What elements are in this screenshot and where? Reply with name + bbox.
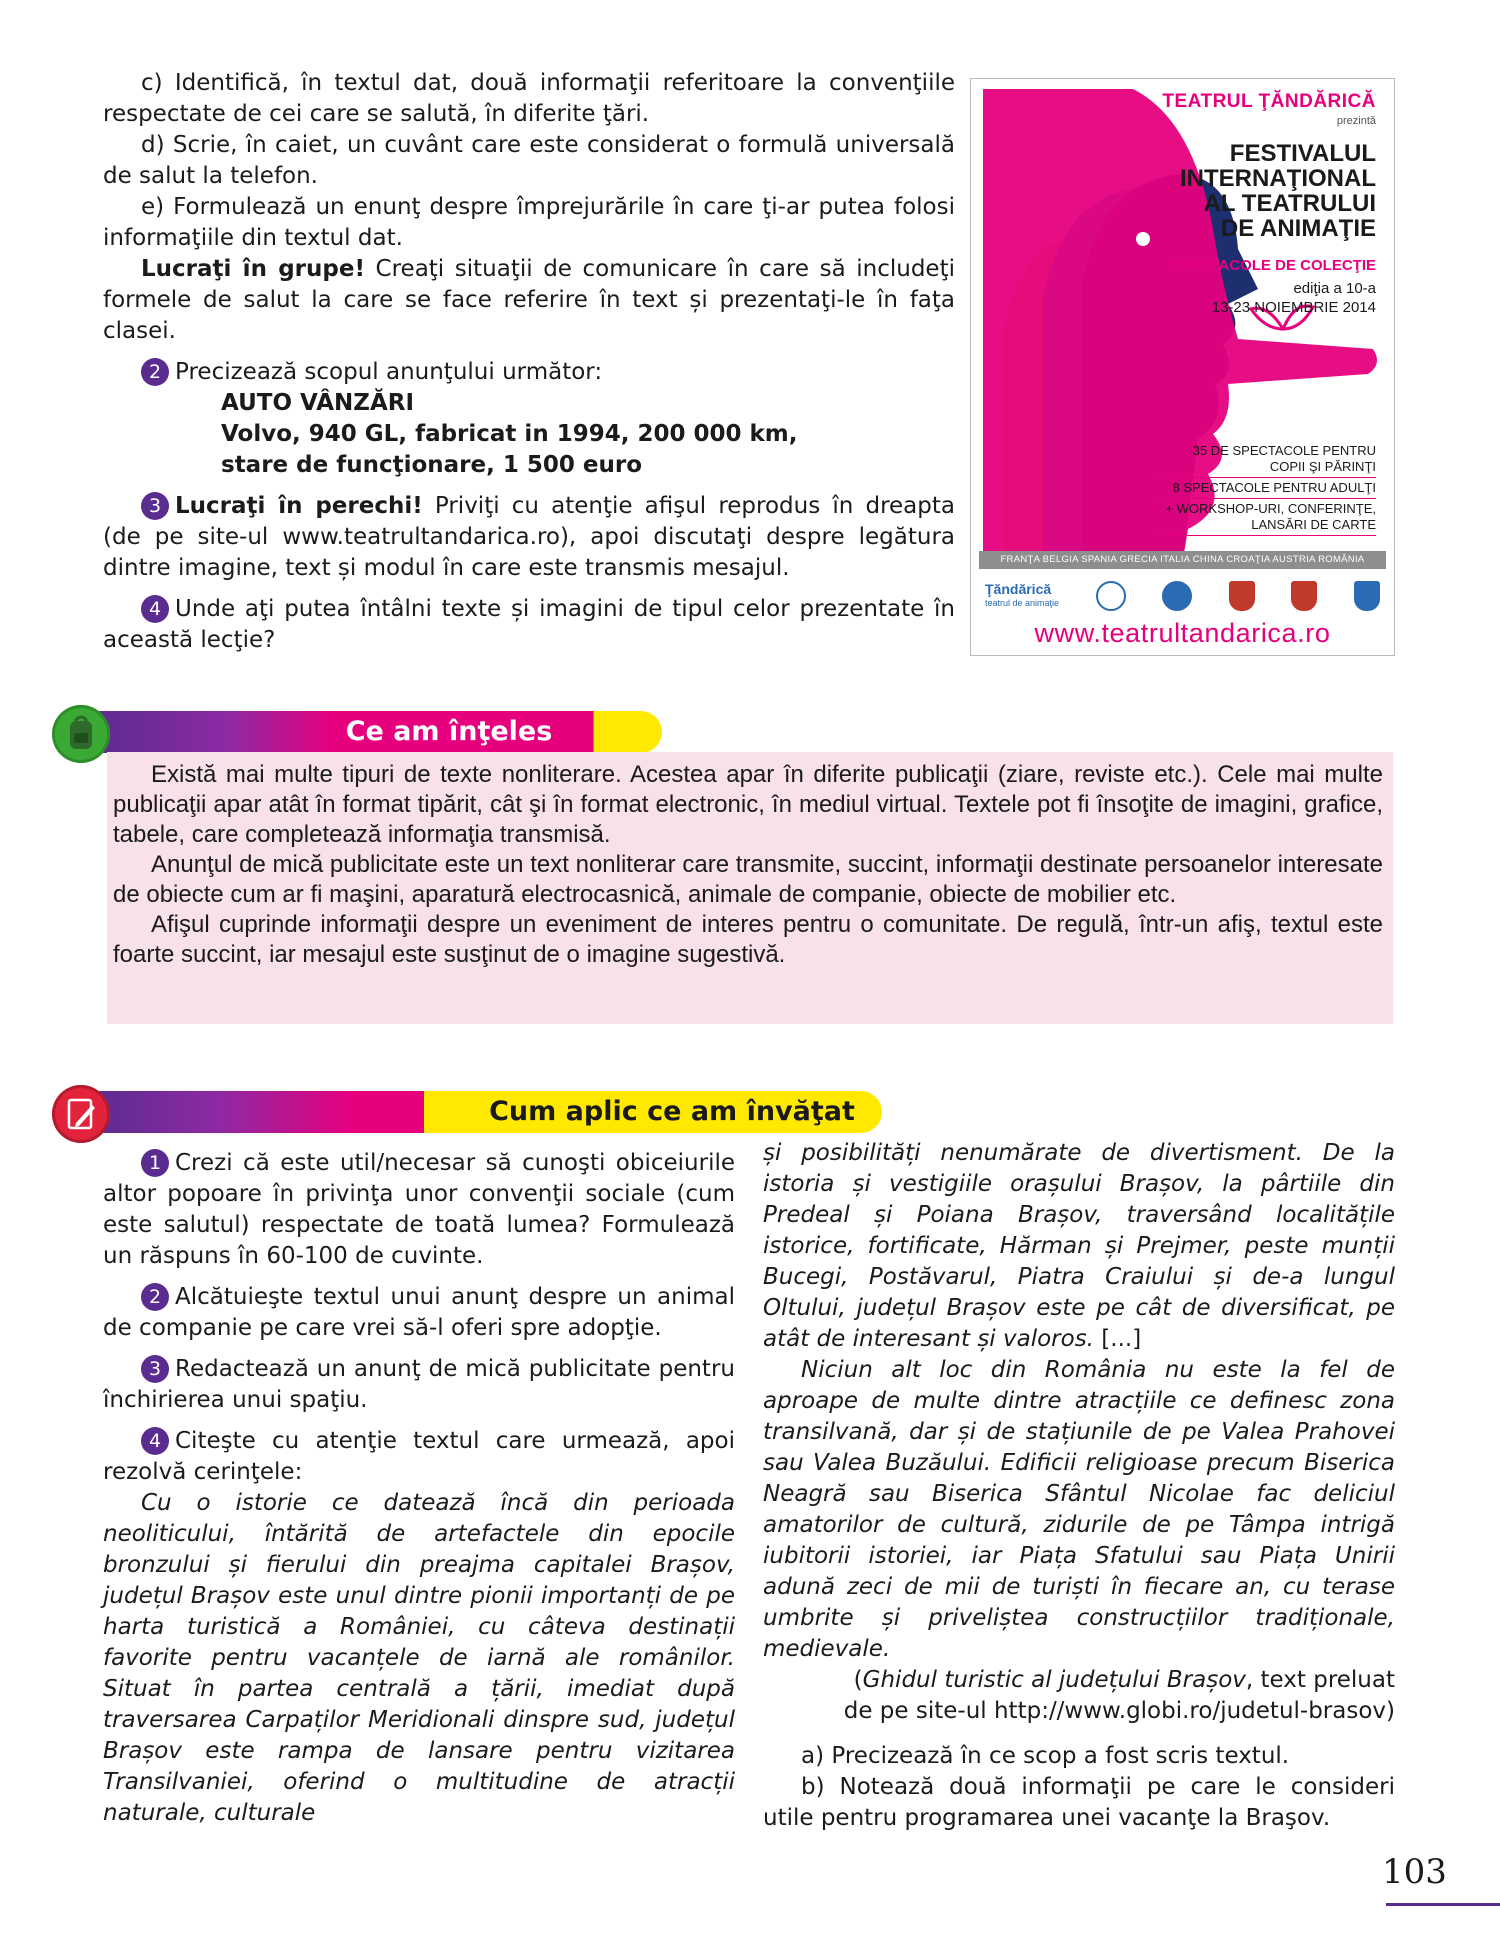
city-hall-crest-icon	[1229, 581, 1255, 611]
unima-logo-icon	[1162, 581, 1192, 611]
summary-paragraph-2: Anunţul de mică publicitate este un text nonliterar care transmite, succint, informaţii destinate persoanelor interesate de obiecte cum ar fi maşini, aparatură electrocasnică, animale de companie, obiecte de mobilier etc.	[113, 851, 1383, 908]
poster-list-item: 8 SPECTACOLE PENTRU ADULŢI	[1156, 478, 1376, 499]
apply-right-column	[763, 1138, 1395, 1834]
exercise-number: 3	[141, 1355, 169, 1383]
apply-exercise-2-text: Alcătuieşte textul unui anunţ despre un animal de companie pe care vrei să-l oferi spre adopţie.	[103, 1284, 735, 1341]
logo-tagline: teatrul de animaţie	[985, 598, 1060, 608]
group-work	[103, 254, 955, 347]
apply-left-column	[103, 1148, 735, 1829]
poster-edition	[1212, 279, 1376, 317]
section-banner-apply	[52, 1085, 855, 1135]
ad-line-2: Volvo, 940 GL, fabricat in 1994, 200 000 km,	[221, 421, 798, 447]
summary-paragraph-1: Există mai multe tipuri de texte nonliterare. Acestea apar în diferite publicaţii (ziare, reviste etc.). Cele mai multe publicaţii apar atât în format tipărit, cât şi în format electronic, în mediul virtual. Textele pot fi însoţite de imagini, grafice, tabele, care completează informaţia transmisă.	[113, 761, 1383, 848]
apply-exercise-2	[103, 1282, 735, 1344]
page-number-rule	[1386, 1903, 1500, 1906]
quote-source	[763, 1665, 1395, 1727]
exercise-4	[103, 594, 955, 656]
source-rest: , text preluat de pe site-ul http://www.globi.ro/judetul-brasov)	[843, 1667, 1395, 1724]
quote-part-2-text: și posibilități nenumărate de divertisment. De la istoria și vestigiile orașului Brașov, la pârtiile din Predeal și Poiana Brașov, traversând localitățile istorice, fortificate, Hărman și Prejmer, peste munții Bucegi, Postăvarul, Piatra Craiului și de-a lungul Oltului, județul Brașov este pe cât de diversificat, pe atât de interesant și valoros.	[763, 1140, 1395, 1352]
quote-ellipsis: [...]	[1094, 1326, 1142, 1352]
poster-subtitle: SPECTACOLE DE COLECŢIE	[1169, 257, 1376, 274]
apply-exercise-4-text: Citeşte cu atenţie textul care urmează, apoi rezolvă cerinţele:	[103, 1428, 735, 1485]
pencil-note-icon	[52, 1085, 110, 1143]
logo-name: Ţăndărică	[985, 581, 1052, 597]
understood-summary-box	[107, 752, 1393, 1024]
task-a: a) Precizează în ce scop a fost scris textul.	[801, 1743, 1290, 1769]
exercise-number: 2	[141, 1283, 169, 1311]
apply-exercise-1	[103, 1148, 735, 1272]
poster-title-line: INTERNAŢIONAL	[1180, 165, 1376, 192]
task-b: b) Notează două informaţii pe care le consideri utile pentru programarea unei vacanţe la Braşov.	[763, 1774, 1395, 1831]
exercise-number: 2	[141, 358, 169, 386]
exercise-3-bold: Lucraţi în perechi!	[175, 493, 423, 519]
exercise-4-text: Unde aţi putea întâlni texte și imagini de tipul celor prezentate în această lecţie?	[103, 596, 955, 653]
exercise-number: 4	[141, 1427, 169, 1455]
exercise-number: 3	[141, 492, 169, 520]
backpack-icon	[52, 705, 110, 763]
section-title: Cum aplic ce am învăţat	[489, 1096, 855, 1127]
ad-line-3: stare de funcţionare, 1 500 euro	[221, 452, 643, 478]
ad-line-1: AUTO VÂNZĂRI	[221, 390, 415, 416]
item-c: c) Identifică, în textul dat, două informaţii referitoare la convenţiile respectate de cei care se salută, în diferite ţări.	[103, 70, 955, 127]
section-title: Ce am înţeles	[345, 716, 553, 747]
quote-part-1: Cu o istorie ce datează încă din perioada neoliticului, întărită de artefactele din epocile bronzului și fierului din preajma capitalei Brașov, județul Brașov este unul dintre pionii importanți de pe harta turistică a României, cu câteva destinații favorite pentru vacanțele de iarnă ale românilor. Situat în partea centrală a țării, imediat după traversarea Carpaților Meridionali dinspre sud, județul Brașov este rampa de lansare pentru vizitarea Transilvaniei, oferind o multitudine de atracții naturale, culturale	[103, 1490, 735, 1826]
exercise-2	[103, 357, 955, 388]
apply-exercise-1-text: Crezi că este util/necesar să cunoşti obiceiurile altor popoare în privinţa unor convenţii sociale (cum este salutul) respectate de toată lumea? Formulează un răspuns în 60-100 de cuvinte.	[103, 1150, 735, 1269]
source-title: Ghidul turistic al județului Brașov	[862, 1667, 1246, 1693]
exercise-number: 1	[141, 1149, 169, 1177]
poster-edition-text: ediţia a 10-a	[1293, 280, 1376, 297]
summary-paragraph-3: Afişul cuprinde informaţii despre un eveniment de interes pentru o comunitate. De regulă, într-un afiş, textul este foarte succint, iar mesajul este susţinut de o imagine sugestivă.	[113, 911, 1383, 968]
ministry-crest-icon	[1354, 581, 1380, 611]
exercise-number: 4	[141, 595, 169, 623]
quote-part-2	[763, 1138, 1395, 1355]
apply-exercise-3	[103, 1354, 735, 1416]
poster-festival-title	[1180, 141, 1376, 241]
apply-exercise-4	[103, 1426, 735, 1488]
group-work-bold: Lucraţi în grupe!	[141, 256, 365, 282]
poster-title-line: FESTIVALUL	[1229, 140, 1376, 167]
poster-countries: FRANŢA BELGIA SPANIA GRECIA ITALIA CHINA CROAŢIA AUSTRIA ROMÂNIA	[979, 551, 1386, 569]
section-banner-understood	[52, 705, 622, 755]
poster-program-list	[1156, 441, 1376, 536]
poster-list-item: 35 DE SPECTACOLE PENTRU COPII ŞI PĂRINŢI	[1156, 441, 1376, 478]
poster-theater-name: TEATRUL ŢĂNDĂRICĂ	[1162, 91, 1376, 112]
top-exercises	[103, 68, 955, 656]
globe-logo-icon	[1096, 581, 1126, 611]
poster-sponsor-logos	[979, 573, 1386, 619]
exercise-3-text: Priviţi cu atenţie afişul reprodus în dreapta (de pe site-ul www.teatrultandarica.ro), apoi discutaţi despre legătura dintre imagine, text și modul în care este transmis mesajul.	[103, 493, 955, 581]
group-work-text: Creaţi situaţii de comunicare în care să includeţi formele de salut la care se face referire în text și prezentaţi-le în faţa clasei.	[103, 256, 955, 344]
item-d: d) Scrie, în caiet, un cuvânt care este considerat o formulă universală de salut la telefon.	[103, 132, 955, 189]
apply-exercise-3-text: Redactează un anunţ de mică publicitate pentru închirierea unui spaţiu.	[103, 1356, 735, 1413]
item-e: e) Formulează un enunţ despre împrejurările în care ţi-ar putea folosi informaţiile din textul dat.	[103, 194, 955, 251]
poster-dates: 13-23 NOIEMBRIE 2014	[1211, 299, 1376, 316]
quote-part-3: Niciun alt loc din România nu este la fel de aproape de multe dintre atracțiile ce definesc zona transilvană, dar și de stațiunile de pe Valea Prahovei sau Valea Buzăului. Edificii religioase precum Biserica Neagră sau Biserica Sfântul Nicolae fac deliciul amatorilor de cultură, zidurile de pe Tâmpa intrigă iubitorii istoriei, iar Piața Sfatului sau Piața Unirii adună zeci de mii de turiști în fiecare an, cu terase umbrite și privelіștea construcțiilor tradiționale, medievale.	[763, 1357, 1395, 1662]
exercise-2-text: Precizează scopul anunţului următor:	[175, 359, 603, 385]
poster-title-line: DE ANIMAŢIE	[1220, 215, 1376, 242]
poster-title-line: AL TEATRULUI	[1203, 190, 1376, 217]
poster-presents: prezintă	[1336, 115, 1376, 127]
exercise-3	[103, 491, 955, 584]
poster-list-item: + WORKSHOP-URI, CONFERINŢE, LANSĂRI DE CARTE	[1156, 499, 1376, 536]
county-council-crest-icon	[1291, 581, 1317, 611]
source-paren: (	[853, 1667, 863, 1693]
poster-url: www.teatrultandarica.ro	[979, 617, 1386, 649]
tandarica-logo	[985, 582, 1059, 610]
page-number: 103	[1382, 1852, 1447, 1892]
festival-poster	[970, 78, 1395, 656]
